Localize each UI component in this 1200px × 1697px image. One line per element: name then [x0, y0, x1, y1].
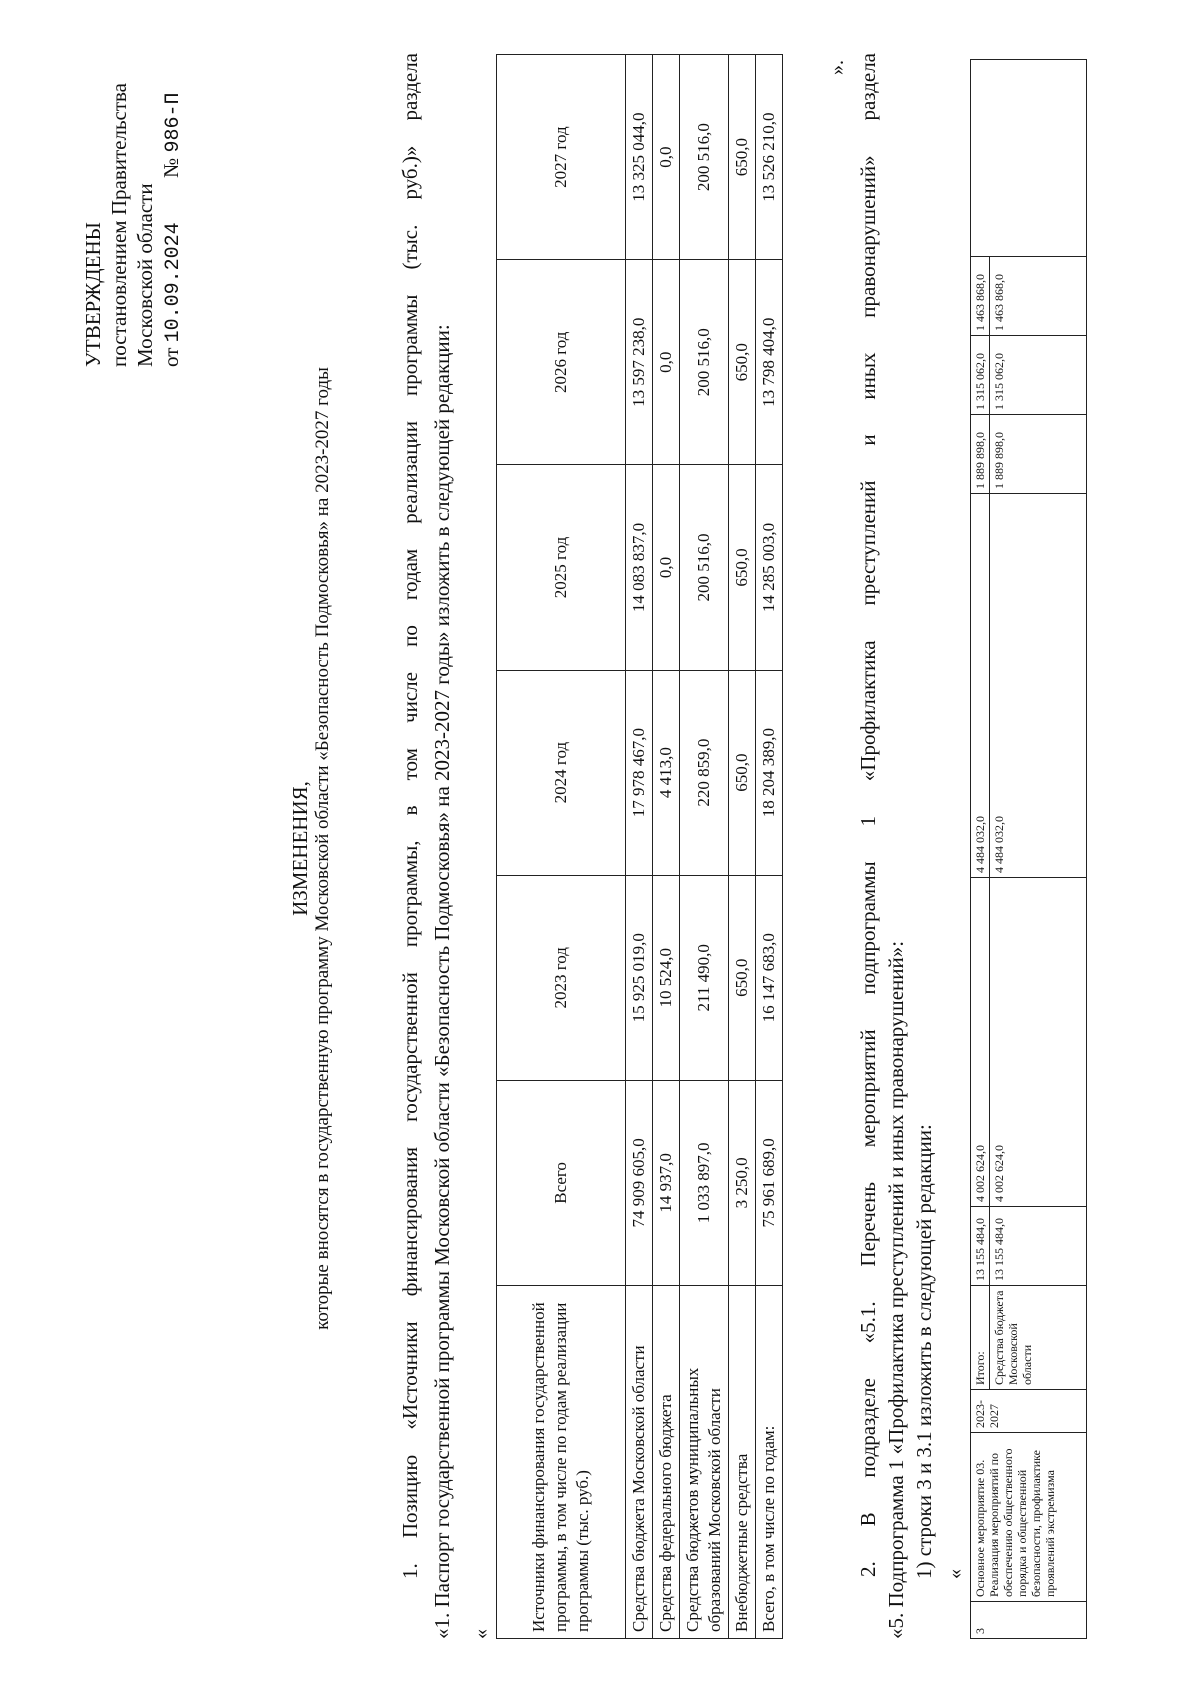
- table-row: [626, 55, 653, 1639]
- approval-line-2: постановлением Правительства: [107, 82, 131, 367]
- table-row: [653, 55, 680, 1639]
- event-name: Основное мероприятие 03. Реализация мероприятий по обеспечению общественного порядка и общественной безопасности, профилактике проявлений экстремизма: [971, 1433, 1087, 1602]
- table-cell: 4 002 624,0: [971, 878, 990, 1207]
- table-cell: 18 204 389,0: [756, 670, 783, 875]
- financing-header-2025: 2025 год: [497, 465, 626, 670]
- table-cell-empty: [971, 60, 1087, 257]
- table-cell: 15 925 019,0: [626, 875, 653, 1080]
- table-cell: 200 516,0: [680, 260, 729, 465]
- table-cell: 10 524,0: [653, 875, 680, 1080]
- funding-source: Итого:: [971, 1286, 990, 1390]
- table-cell: 14 285 003,0: [756, 465, 783, 670]
- table-cell: 13 798 404,0: [756, 260, 783, 465]
- item2-text-line2: «5. Подпрограмма 1 «Профилактика преступлений и иных правонарушений»:: [884, 940, 908, 1639]
- row-label: Средства бюджета Московской области: [626, 1286, 653, 1639]
- table-cell: 1 463 868,0: [990, 257, 1087, 336]
- table-row: [680, 55, 729, 1639]
- activities-table: [970, 59, 1087, 1639]
- item1-close-quote: ».: [826, 60, 848, 75]
- table-cell: 0,0: [653, 55, 680, 260]
- table-row: [971, 60, 990, 1639]
- approval-number: 986-П: [162, 92, 185, 153]
- table-row: [729, 55, 756, 1639]
- table-cell: 650,0: [729, 670, 756, 875]
- table-cell: 13 155 484,0: [990, 1207, 1087, 1286]
- table-cell: 220 859,0: [680, 670, 729, 875]
- item1-open-quote: «: [470, 1629, 492, 1639]
- table-cell: 1 889 898,0: [971, 415, 990, 494]
- financing-header-2027: 2027 год: [497, 55, 626, 260]
- item2-text-line1: 2. В подразделе «5.1. Перечень мероприятий подпрограммы 1 «Профилактика преступлений и иных правонарушений» раздела: [856, 53, 880, 1577]
- table-cell: 650,0: [729, 55, 756, 260]
- table-cell: 1 889 898,0: [990, 415, 1087, 494]
- table-cell: 16 147 683,0: [756, 875, 783, 1080]
- table-cell: 1 033 897,0: [680, 1080, 729, 1285]
- table-cell: 0,0: [653, 465, 680, 670]
- financing-header-2024: 2024 год: [497, 670, 626, 875]
- table-cell: 17 978 467,0: [626, 670, 653, 875]
- table-cell: 14 083 837,0: [626, 465, 653, 670]
- table-cell: 13 526 210,0: [756, 55, 783, 260]
- table-cell: 1 315 062,0: [990, 336, 1087, 415]
- row-label: Внебюджетные средства: [729, 1286, 756, 1639]
- approval-date: 10.09.2024: [162, 222, 185, 343]
- table-cell: 3 250,0: [729, 1080, 756, 1285]
- table-cell: 4 002 624,0: [990, 878, 1087, 1207]
- table-cell: 75 961 689,0: [756, 1080, 783, 1285]
- table-cell: 14 937,0: [653, 1080, 680, 1285]
- funding-source: Средства бюджета Московской области: [990, 1286, 1087, 1390]
- approval-date-prefix: от: [159, 347, 183, 367]
- table-row: [756, 55, 783, 1639]
- table-cell: 1 315 062,0: [971, 336, 990, 415]
- item2-open-quote: «: [944, 1569, 966, 1579]
- table-cell: 650,0: [729, 260, 756, 465]
- table-cell: 13 155 484,0: [971, 1207, 990, 1286]
- table-cell: 4 484 032,0: [990, 494, 1087, 878]
- table-cell: 650,0: [729, 465, 756, 670]
- item2-subitem-1: 1) строки 3 и 3.1 изложить в следующей редакции:: [912, 1124, 936, 1579]
- row-label: Всего, в том числе по годам:: [756, 1286, 783, 1639]
- table-cell: 4 413,0: [653, 670, 680, 875]
- item1-text-line1: 1. Позицию «Источники финансирования государственной программы, в том числе по годам реализации программы (тыс. руб.)» раздела: [398, 53, 422, 1579]
- approval-line-1: УТВЕРЖДЕНЫ: [81, 222, 105, 367]
- row-label: Средства бюджетов муниципальных образований Московской области: [680, 1286, 729, 1639]
- table-cell: 4 484 032,0: [971, 494, 990, 878]
- financing-header-source: Источники финансирования государственной программы, в том числе по годам реализации программы (тыс. руб.): [497, 1286, 626, 1639]
- row-label: Средства федерального бюджета: [653, 1286, 680, 1639]
- approval-date-line: [158, 83, 187, 367]
- financing-header-total: Всего: [497, 1080, 626, 1285]
- table-cell: 0,0: [653, 260, 680, 465]
- approval-block: [80, 83, 187, 367]
- event-period: 2023-2027: [971, 1390, 1087, 1433]
- table-cell: 650,0: [729, 875, 756, 1080]
- table-cell: 74 909 605,0: [626, 1080, 653, 1285]
- financing-header-2026: 2026 год: [497, 260, 626, 465]
- table-cell: 200 516,0: [680, 465, 729, 670]
- document-title: ИЗМЕНЕНИЯ,: [288, 781, 312, 916]
- table-cell: 1 463 868,0: [971, 257, 990, 336]
- row-number: 3: [971, 1602, 1087, 1639]
- table-cell: 13 597 238,0: [626, 260, 653, 465]
- table-cell: 211 490,0: [680, 875, 729, 1080]
- financing-table: [496, 54, 783, 1639]
- financing-table-header: [497, 55, 626, 1639]
- table-cell: 13 325 044,0: [626, 55, 653, 260]
- table-cell: 200 516,0: [680, 55, 729, 260]
- item1-text-line2: «1. Паспорт государственной программы Московской области «Безопасность Подмосковья» на 2023-2027 годы» изложить в следующей редакции:: [430, 324, 454, 1639]
- approval-line-3: Московской области: [133, 183, 157, 367]
- document-subtitle: которые вносятся в государственную программу Московской области «Безопасность Подмосковья» на 2023-2027 годы: [312, 367, 333, 1330]
- approval-number-label: №: [159, 157, 183, 178]
- financing-header-2023: 2023 год: [497, 875, 626, 1080]
